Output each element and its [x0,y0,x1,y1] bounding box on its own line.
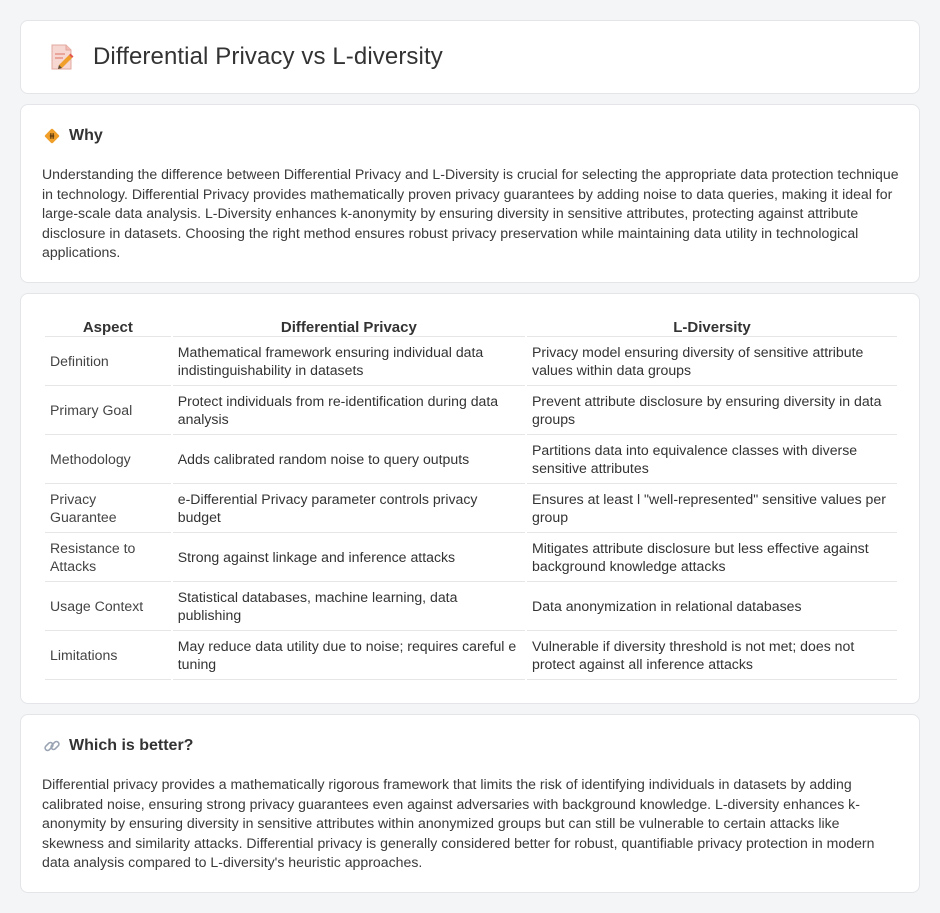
table-header-row [45,316,897,337]
table-row [45,631,897,680]
better-heading-row [43,737,193,755]
header-card [20,20,920,94]
sign-icon [43,127,61,145]
row-aspect: Primary Goal [45,386,171,435]
row-aspect: Definition [45,337,171,386]
document-edit-icon [49,43,75,71]
row-l-diversity: Partitions data into equivalence classes with diverse sensitive attributes [527,435,897,484]
row-differential-privacy: May reduce data utility due to noise; requires careful e tuning [173,631,525,680]
why-heading: Why [69,127,103,144]
link-icon [43,737,61,755]
better-card [20,714,920,893]
title-row [49,43,443,71]
row-aspect: Privacy Guarantee [45,484,171,533]
table-row [45,582,897,631]
table-row [45,435,897,484]
row-differential-privacy: Protect individuals from re-identification during data analysis [173,386,525,435]
better-heading: Which is better? [69,737,194,754]
table-row [45,484,897,533]
row-aspect: Methodology [45,435,171,484]
row-l-diversity: Data anonymization in relational databases [527,582,897,631]
header-differential-privacy: Differential Privacy [173,316,525,337]
row-differential-privacy: Statistical databases, machine learning, data publishing [173,582,525,631]
row-aspect: Resistance to Attacks [45,533,171,582]
better-text: Differential privacy provides a mathematically rigorous framework that limits the risk of identifying individuals in datasets by adding calibrated noise, ensuring strong privacy guarantees even against adversaries with background knowledge. L-diversity enhances k-anonymity by ensuring diversity in sensitive attributes within anonymized groups but can still be vulnerable to certain attacks like skewness and similarity attacks. Differential privacy is generally considered better for robust, quantifiable privacy protection in modern data analysis compared to L-diversity's heuristic approaches. [42,776,875,870]
row-differential-privacy: Strong against linkage and inference attacks [173,533,525,582]
table-row [45,337,897,386]
header-aspect: Aspect [45,316,171,337]
page-title: Differential Privacy vs L-diversity [93,43,443,70]
why-card [20,104,920,283]
table-row [45,386,897,435]
row-l-diversity: Mitigates attribute disclosure but less effective against background knowledge attacks [527,533,897,582]
row-aspect: Limitations [45,631,171,680]
row-differential-privacy: Adds calibrated random noise to query outputs [173,435,525,484]
row-l-diversity: Vulnerable if diversity threshold is not met; does not protect against all inference attacks [527,631,897,680]
row-aspect: Usage Context [45,582,171,631]
header-l-diversity: L-Diversity [527,316,897,337]
comparison-card [20,293,920,704]
table-row [45,533,897,582]
why-heading-row [43,127,103,145]
row-l-diversity: Prevent attribute disclosure by ensuring diversity in data groups [527,386,897,435]
comparison-table [43,316,899,680]
row-differential-privacy: Mathematical framework ensuring individual data indistinguishability in datasets [173,337,525,386]
row-l-diversity: Privacy model ensuring diversity of sensitive attribute values within data groups [527,337,897,386]
row-differential-privacy: e-Differential Privacy parameter controls privacy budget [173,484,525,533]
row-l-diversity: Ensures at least l "well-represented" sensitive values per group [527,484,897,533]
why-text: Understanding the difference between Differential Privacy and L-Diversity is crucial for selecting the appropriate data protection technique in technology. Differential Privacy provides mathematically proven privacy guarantees by adding noise to data queries, making it ideal for large-scale data analysis. L-Diversity enhances k-anonymity by ensuring diversity in sensitive attributes, protecting against attribute disclosure in datasets. Choosing the right method ensures robust privacy preservation while maintaining data utility in technological applications. [42,166,899,260]
